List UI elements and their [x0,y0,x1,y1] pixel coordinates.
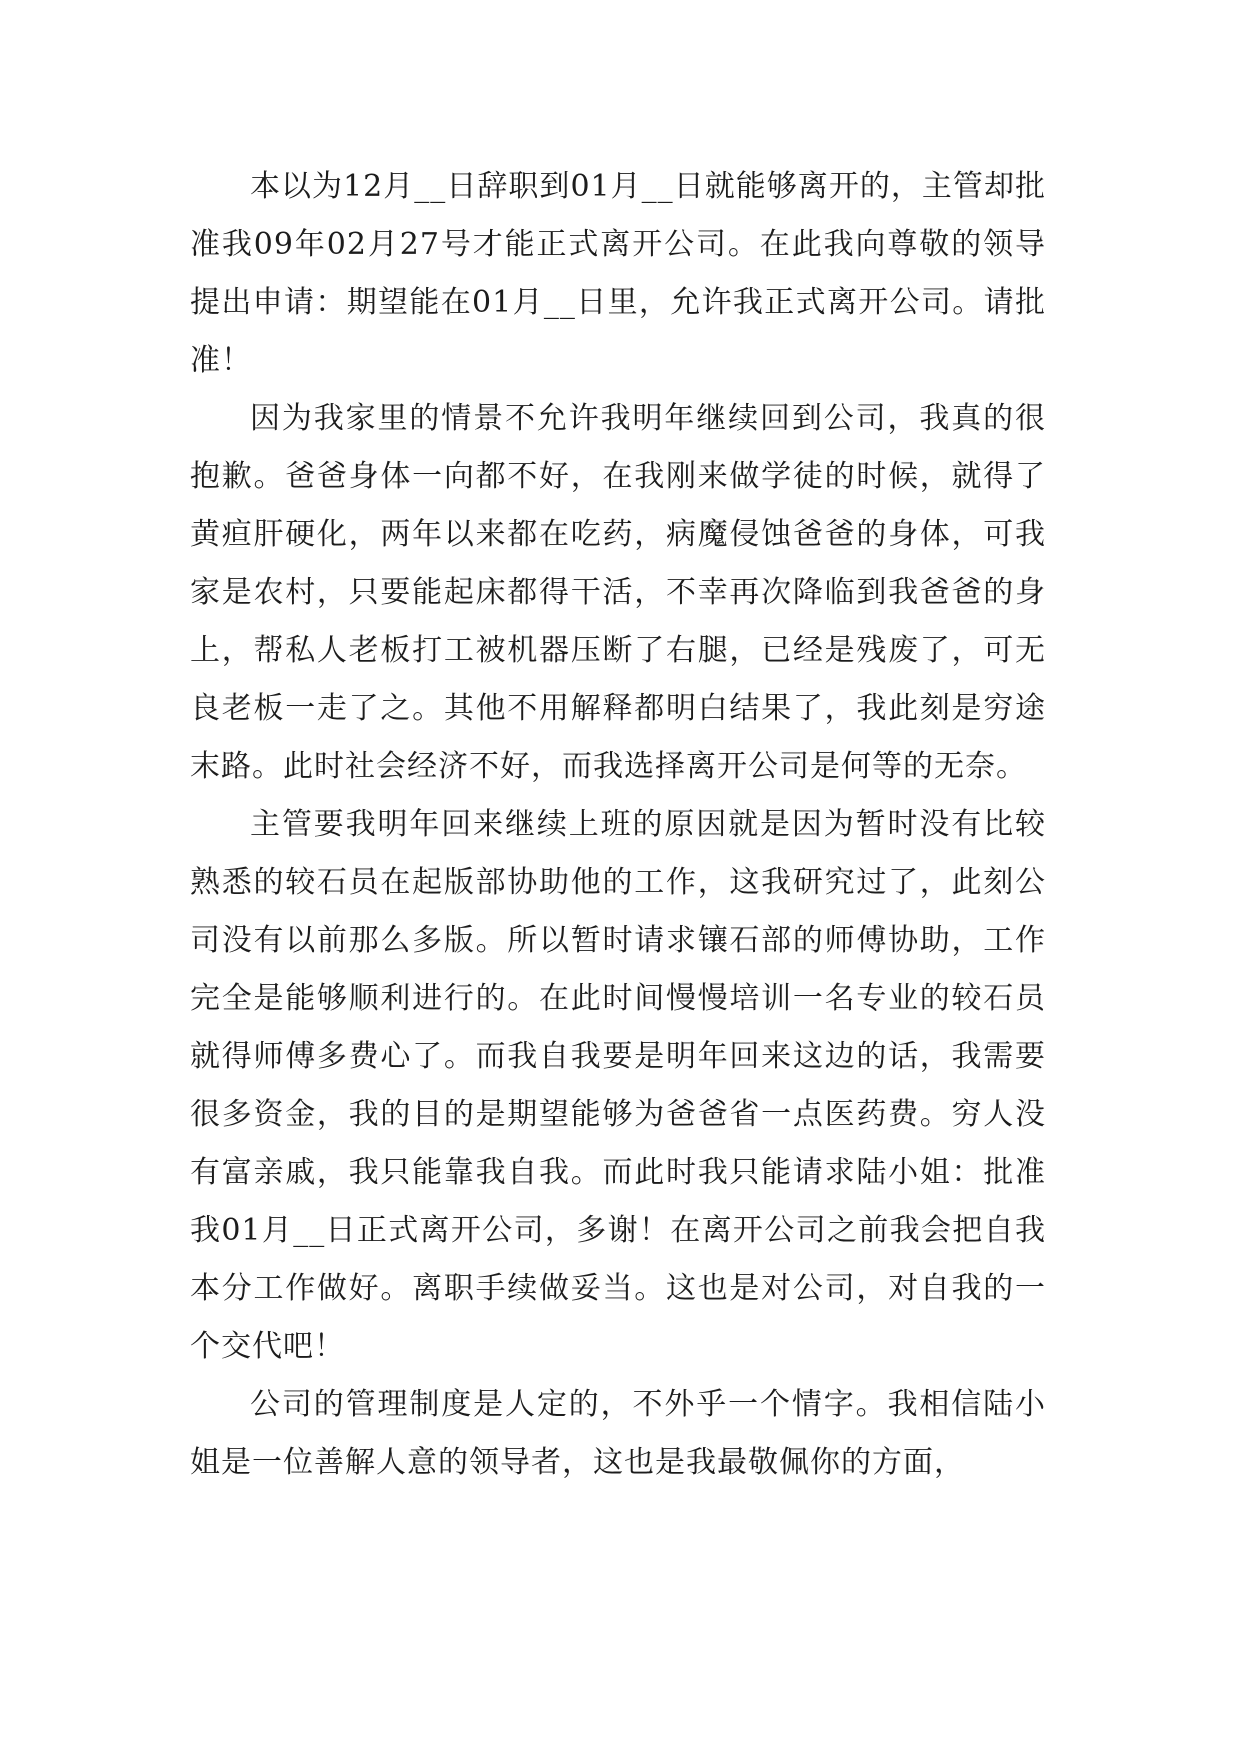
document-body [190,158,1046,1492]
paragraph-3: 主管要我明年回来继续上班的原因就是因为暂时没有比较熟悉的较石员在起版部协助他的工作，这我研究过了，此刻公司没有以前那么多版。所以暂时请求镶石部的师傅协助，工作完全是能够顺利进行的。在此时间慢慢培训一名专业的较石员就得师傅多费心了。而我自我要是明年回来这边的话，我需要很多资金，我的目的是期望能够为爸爸省一点医药费。穷人没有富亲戚，我只能靠我自我。而此时我只能请求陆小姐：批准我01月__日正式离开公司，多谢！在离开公司之前我会把自我本分工作做好。离职手续做妥当。这也是对公司，对自我的一个交代吧！ [190,807,1046,1364]
paragraph-4: 公司的管理制度是人定的，不外乎一个情字。我相信陆小姐是一位善解人意的领导者，这也是我最敬佩你的方面， [190,1387,1046,1480]
paragraph-1: 本以为12月__日辞职到01月__日就能够离开的，主管却批准我09年02月27号才能正式离开公司。在此我向尊敬的领导提出申请：期望能在01月__日里，允许我正式离开公司。请批准！ [190,169,1046,378]
paragraph-2: 因为我家里的情景不允许我明年继续回到公司，我真的很抱歉。爸爸身体一向都不好，在我刚来做学徒的时候，就得了黄疸肝硬化，两年以来都在吃药，病魔侵蚀爸爸的身体，可我家是农村，只要能起床都得干活，不幸再次降临到我爸爸的身上，帮私人老板打工被机器压断了右腿，已经是残废了，可无良老板一走了之。其他不用解释都明白结果了，我此刻是穷途末路。此时社会经济不好，而我选择离开公司是何等的无奈。 [190,401,1046,784]
